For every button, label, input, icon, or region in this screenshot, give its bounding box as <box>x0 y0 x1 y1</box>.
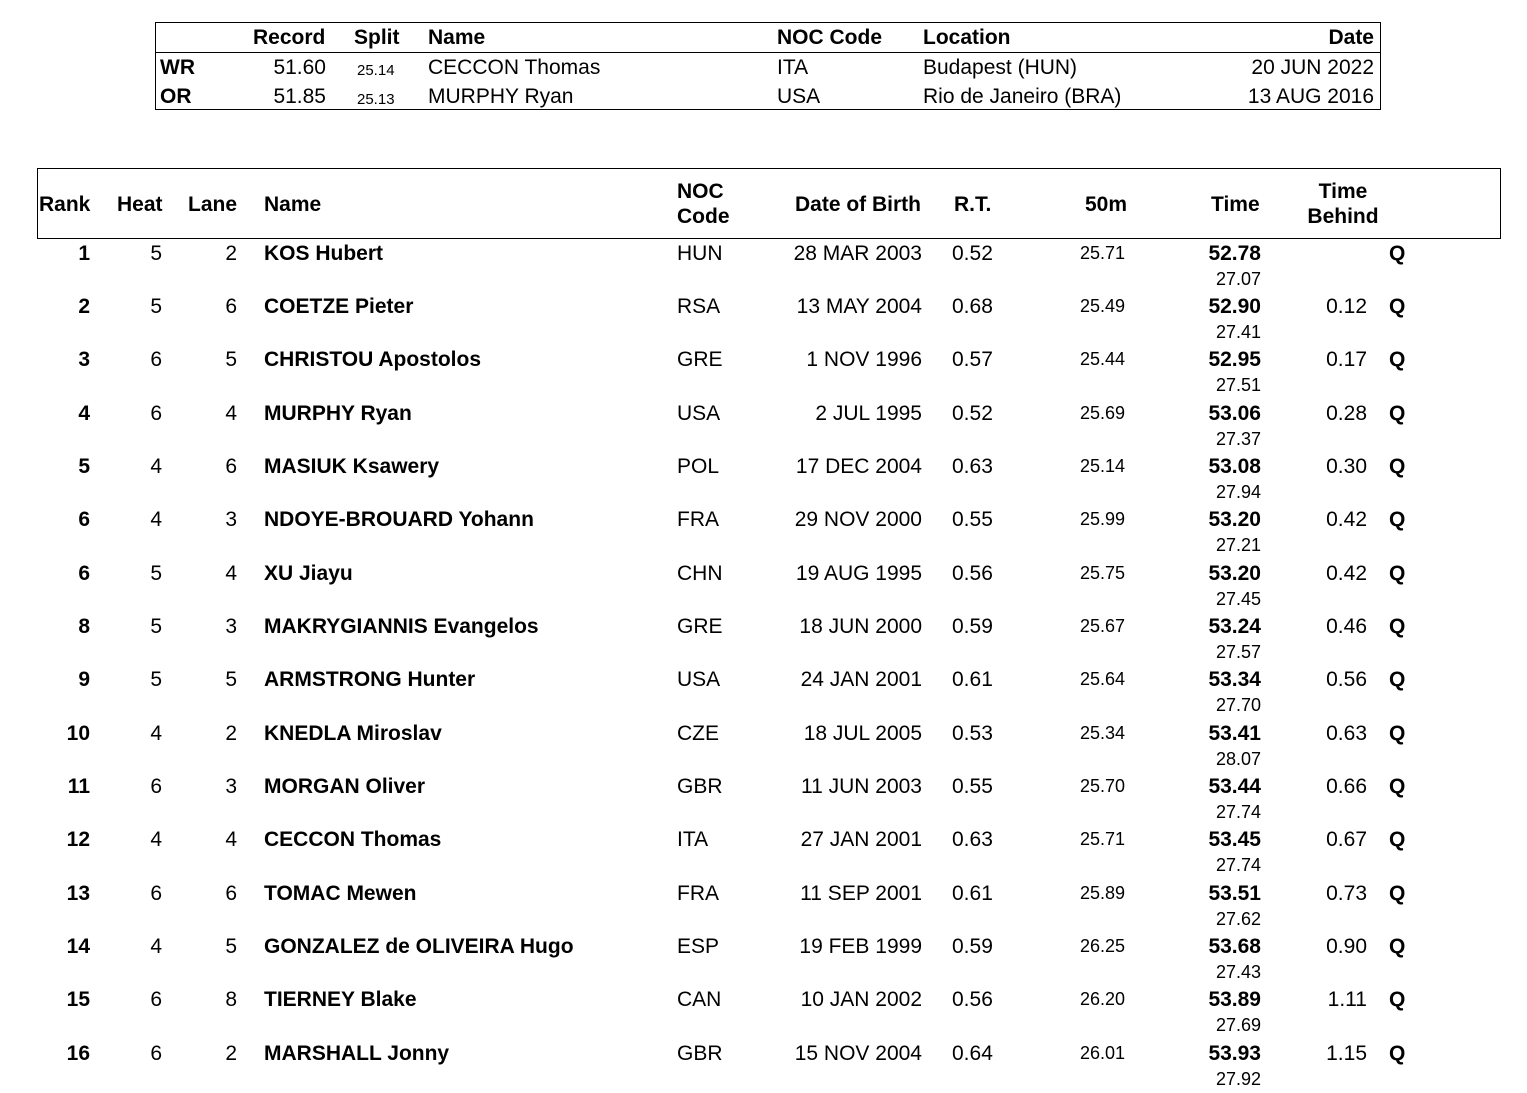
heat: 4 <box>150 508 162 531</box>
noc: USA <box>677 668 721 691</box>
result-row <box>0 933 1527 986</box>
athlete-name: KNEDLA Miroslav <box>264 722 442 745</box>
final-time: 53.44 <box>1208 775 1261 798</box>
rank: 9 <box>78 668 90 691</box>
final-time: 53.08 <box>1208 455 1261 478</box>
final-time: 52.90 <box>1208 295 1261 318</box>
rank: 12 <box>66 828 90 851</box>
record-noc: ITA <box>777 56 809 79</box>
reaction-time: 0.59 <box>952 615 993 638</box>
result-row <box>0 1040 1527 1093</box>
record-split: 25.13 <box>357 91 395 108</box>
rank: 2 <box>78 295 90 318</box>
athlete-name: TIERNEY Blake <box>264 988 417 1011</box>
qualified-badge: Q <box>1389 668 1406 691</box>
reaction-time: 0.57 <box>952 348 993 371</box>
record-time: 51.60 <box>273 56 326 79</box>
reaction-time: 0.52 <box>952 242 993 265</box>
results-header <box>37 168 1501 239</box>
header-rank: Rank <box>39 193 91 216</box>
final-time: 53.20 <box>1208 562 1261 585</box>
dob: 2 JUL 1995 <box>815 402 922 425</box>
rank: 11 <box>67 775 90 798</box>
second-split: 27.62 <box>1215 909 1261 929</box>
result-row <box>0 400 1527 453</box>
second-split: 27.94 <box>1215 482 1261 502</box>
noc: USA <box>677 402 721 425</box>
result-row <box>0 613 1527 666</box>
header-name: Name <box>264 193 322 216</box>
noc: CZE <box>677 722 719 745</box>
heat: 5 <box>150 562 162 585</box>
qualified-badge: Q <box>1389 402 1406 425</box>
second-split: 27.70 <box>1215 695 1261 715</box>
noc: GRE <box>677 348 723 371</box>
second-split: 27.57 <box>1215 642 1261 662</box>
lane: 8 <box>225 988 237 1011</box>
records-header-date: Date <box>1328 26 1374 49</box>
second-split: 27.69 <box>1215 1015 1261 1035</box>
second-split: 27.07 <box>1215 269 1261 289</box>
reaction-time: 0.68 <box>952 295 993 318</box>
athlete-name: CECCON Thomas <box>264 828 442 851</box>
records-header-name: Name <box>428 26 486 49</box>
rank: 6 <box>78 508 90 531</box>
athlete-name: XU Jiayu <box>264 562 353 585</box>
header-noc-line2: Code <box>677 205 730 228</box>
second-split: 27.74 <box>1215 802 1261 822</box>
qualified-badge: Q <box>1389 935 1406 958</box>
qualified-badge: Q <box>1389 242 1406 265</box>
split-50m: 26.20 <box>1080 989 1126 1009</box>
athlete-name: CHRISTOU Apostolos <box>264 348 482 371</box>
heat: 6 <box>150 988 162 1011</box>
rank: 10 <box>66 722 90 745</box>
result-row <box>0 293 1527 346</box>
final-time: 53.68 <box>1208 935 1261 958</box>
rank: 3 <box>78 348 90 371</box>
rank: 8 <box>78 615 90 638</box>
athlete-name: MURPHY Ryan <box>264 402 412 425</box>
dob: 11 SEP 2001 <box>800 882 922 905</box>
lane: 4 <box>225 828 237 851</box>
final-time: 53.06 <box>1208 402 1261 425</box>
dob: 19 AUG 1995 <box>795 562 922 585</box>
record-location: Budapest (HUN) <box>923 56 1078 79</box>
heat: 4 <box>150 935 162 958</box>
header-time: Time <box>1211 193 1260 216</box>
qualified-badge: Q <box>1389 882 1406 905</box>
final-time: 53.89 <box>1208 988 1261 1011</box>
result-row <box>0 453 1527 506</box>
lane: 2 <box>225 242 237 265</box>
athlete-name: MASIUK Ksawery <box>264 455 440 478</box>
athlete-name: MORGAN Oliver <box>264 775 426 798</box>
rank: 13 <box>66 882 90 905</box>
heat: 6 <box>150 348 162 371</box>
qualified-badge: Q <box>1389 988 1406 1011</box>
dob: 17 DEC 2004 <box>795 455 922 478</box>
result-row <box>0 240 1527 293</box>
noc: RSA <box>677 295 721 318</box>
dob: 19 FEB 1999 <box>799 935 922 958</box>
athlete-name: TOMAC Mewen <box>264 882 417 905</box>
time-behind: 0.30 <box>1326 455 1367 478</box>
dob: 29 NOV 2000 <box>794 508 922 531</box>
heat: 6 <box>150 775 162 798</box>
heat: 5 <box>150 668 162 691</box>
heat: 6 <box>150 1042 162 1065</box>
lane: 6 <box>225 455 237 478</box>
time-behind: 0.42 <box>1326 562 1367 585</box>
qualified-badge: Q <box>1389 508 1406 531</box>
time-behind: 0.42 <box>1326 508 1367 531</box>
lane: 5 <box>225 935 237 958</box>
athlete-name: MARSHALL Jonny <box>264 1042 450 1065</box>
rank: 16 <box>66 1042 90 1065</box>
qualified-badge: Q <box>1389 295 1406 318</box>
final-time: 53.51 <box>1208 882 1261 905</box>
qualified-badge: Q <box>1389 615 1406 638</box>
dob: 27 JAN 2001 <box>800 828 922 851</box>
header-noc-line1: NOC <box>677 180 724 203</box>
qualified-badge: Q <box>1389 348 1406 371</box>
dob: 28 MAR 2003 <box>793 242 922 265</box>
qualified-badge: Q <box>1389 828 1406 851</box>
split-50m: 25.89 <box>1080 883 1126 903</box>
split-50m: 26.25 <box>1080 936 1126 956</box>
noc: FRA <box>677 508 719 531</box>
noc: GRE <box>677 615 723 638</box>
reaction-time: 0.56 <box>952 562 993 585</box>
qualified-badge: Q <box>1389 562 1406 585</box>
heat: 5 <box>150 615 162 638</box>
rank: 5 <box>78 455 90 478</box>
dob: 15 NOV 2004 <box>794 1042 922 1065</box>
records-header-divider <box>156 52 1380 53</box>
dob: 11 JUN 2003 <box>800 775 922 798</box>
heat: 5 <box>150 242 162 265</box>
time-behind: 0.46 <box>1326 615 1367 638</box>
result-row <box>0 506 1527 559</box>
record-holder: MURPHY Ryan <box>428 85 574 108</box>
athlete-name: COETZE Pieter <box>264 295 414 318</box>
lane: 2 <box>225 1042 237 1065</box>
record-split: 25.14 <box>357 62 395 79</box>
reaction-time: 0.59 <box>952 935 993 958</box>
athlete-name: KOS Hubert <box>264 242 384 265</box>
split-50m: 25.34 <box>1080 723 1126 743</box>
header-rt: R.T. <box>954 193 992 216</box>
header-behind-line1: Time <box>1318 180 1368 203</box>
final-time: 52.95 <box>1208 348 1261 371</box>
lane: 4 <box>225 562 237 585</box>
result-row <box>0 773 1527 826</box>
noc: ESP <box>677 935 720 958</box>
final-time: 53.45 <box>1208 828 1261 851</box>
qualified-badge: Q <box>1389 722 1406 745</box>
final-time: 53.24 <box>1208 615 1261 638</box>
second-split: 27.21 <box>1215 535 1261 555</box>
noc: HUN <box>677 242 723 265</box>
split-50m: 25.14 <box>1080 456 1126 476</box>
rank: 1 <box>78 242 90 265</box>
reaction-time: 0.55 <box>952 508 993 531</box>
noc: FRA <box>677 882 719 905</box>
time-behind: 0.67 <box>1326 828 1367 851</box>
second-split: 27.51 <box>1215 375 1261 395</box>
dob: 24 JAN 2001 <box>800 668 922 691</box>
record-time: 51.85 <box>273 85 326 108</box>
header-50m: 50m <box>1085 193 1128 216</box>
records-header-location: Location <box>923 26 1011 49</box>
time-behind: 0.17 <box>1326 348 1367 371</box>
athlete-name: ARMSTRONG Hunter <box>264 668 476 691</box>
result-row <box>0 346 1527 399</box>
noc: GBR <box>677 775 723 798</box>
record-location: Rio de Janeiro (BRA) <box>923 85 1122 108</box>
records-header-record: Record <box>253 26 326 49</box>
record-type: OR <box>160 85 192 108</box>
noc: ITA <box>677 828 709 851</box>
qualified-badge: Q <box>1389 1042 1406 1065</box>
lane: 4 <box>225 402 237 425</box>
heat: 4 <box>150 722 162 745</box>
lane: 6 <box>225 295 237 318</box>
reaction-time: 0.61 <box>952 882 993 905</box>
final-time: 53.20 <box>1208 508 1261 531</box>
record-holder: CECCON Thomas <box>428 56 601 79</box>
lane: 5 <box>225 668 237 691</box>
header-dob: Date of Birth <box>795 193 921 216</box>
split-50m: 25.67 <box>1080 616 1126 636</box>
final-time: 52.78 <box>1208 242 1261 265</box>
record-noc: USA <box>777 85 821 108</box>
lane: 3 <box>225 775 237 798</box>
result-row <box>0 560 1527 613</box>
header-behind-line2: Behind <box>1307 205 1379 228</box>
dob: 18 JUL 2005 <box>803 722 922 745</box>
rank: 14 <box>66 935 90 958</box>
final-time: 53.93 <box>1208 1042 1261 1065</box>
split-50m: 25.44 <box>1080 349 1126 369</box>
result-row <box>0 986 1527 1039</box>
heat: 4 <box>150 828 162 851</box>
header-lane: Lane <box>188 193 238 216</box>
time-behind: 0.90 <box>1326 935 1367 958</box>
dob: 18 JUN 2000 <box>799 615 922 638</box>
final-time: 53.34 <box>1208 668 1261 691</box>
split-50m: 25.64 <box>1080 669 1126 689</box>
final-time: 53.41 <box>1208 722 1261 745</box>
qualified-badge: Q <box>1389 455 1406 478</box>
rank: 15 <box>66 988 90 1011</box>
record-date: 20 JUN 2022 <box>1251 56 1374 79</box>
result-row <box>0 880 1527 933</box>
reaction-time: 0.53 <box>952 722 993 745</box>
split-50m: 25.49 <box>1080 296 1126 316</box>
athlete-name: GONZALEZ de OLIVEIRA Hugo <box>264 935 574 958</box>
reaction-time: 0.63 <box>952 455 993 478</box>
result-row <box>0 826 1527 879</box>
second-split: 27.41 <box>1215 322 1261 342</box>
noc: CAN <box>677 988 722 1011</box>
result-row <box>0 666 1527 719</box>
split-50m: 26.01 <box>1080 1043 1126 1063</box>
time-behind: 0.66 <box>1326 775 1367 798</box>
lane: 2 <box>225 722 237 745</box>
second-split: 27.43 <box>1215 962 1261 982</box>
record-type: WR <box>160 56 195 79</box>
reaction-time: 0.61 <box>952 668 993 691</box>
dob: 1 NOV 1996 <box>806 348 922 371</box>
reaction-time: 0.52 <box>952 402 993 425</box>
reaction-time: 0.63 <box>952 828 993 851</box>
lane: 6 <box>225 882 237 905</box>
athlete-name: MAKRYGIANNIS Evangelos <box>264 615 539 638</box>
result-row <box>0 720 1527 773</box>
reaction-time: 0.64 <box>952 1042 993 1065</box>
time-behind: 1.11 <box>1327 988 1367 1011</box>
rank: 4 <box>78 402 90 425</box>
second-split: 28.07 <box>1215 749 1261 769</box>
lane: 3 <box>225 615 237 638</box>
time-behind: 0.63 <box>1326 722 1367 745</box>
heat: 6 <box>150 882 162 905</box>
second-split: 27.37 <box>1215 429 1261 449</box>
time-behind: 0.56 <box>1326 668 1367 691</box>
reaction-time: 0.56 <box>952 988 993 1011</box>
time-behind: 1.15 <box>1326 1042 1367 1065</box>
noc: GBR <box>677 1042 723 1065</box>
split-50m: 25.99 <box>1080 509 1126 529</box>
second-split: 27.74 <box>1215 855 1261 875</box>
records-header-split: Split <box>354 26 400 49</box>
rank: 6 <box>78 562 90 585</box>
second-split: 27.45 <box>1215 589 1261 609</box>
athlete-name: NDOYE-BROUARD Yohann <box>264 508 534 531</box>
heat: 6 <box>150 402 162 425</box>
qualified-badge: Q <box>1389 775 1406 798</box>
split-50m: 25.71 <box>1080 829 1126 849</box>
split-50m: 25.70 <box>1080 776 1126 796</box>
noc: CHN <box>677 562 723 585</box>
records-header-noc: NOC Code <box>777 26 882 49</box>
records-table <box>155 22 1381 110</box>
lane: 5 <box>225 348 237 371</box>
heat: 4 <box>150 455 162 478</box>
heat: 5 <box>150 295 162 318</box>
time-behind: 0.12 <box>1326 295 1367 318</box>
split-50m: 25.69 <box>1080 403 1126 423</box>
split-50m: 25.71 <box>1080 243 1126 263</box>
dob: 13 MAY 2004 <box>796 295 922 318</box>
header-heat: Heat <box>117 193 163 216</box>
record-date: 13 AUG 2016 <box>1247 85 1374 108</box>
time-behind: 0.73 <box>1326 882 1367 905</box>
lane: 3 <box>225 508 237 531</box>
time-behind: 0.28 <box>1326 402 1367 425</box>
reaction-time: 0.55 <box>952 775 993 798</box>
split-50m: 25.75 <box>1080 563 1126 583</box>
dob: 10 JAN 2002 <box>800 988 922 1011</box>
noc: POL <box>677 455 720 478</box>
second-split: 27.92 <box>1215 1069 1261 1089</box>
